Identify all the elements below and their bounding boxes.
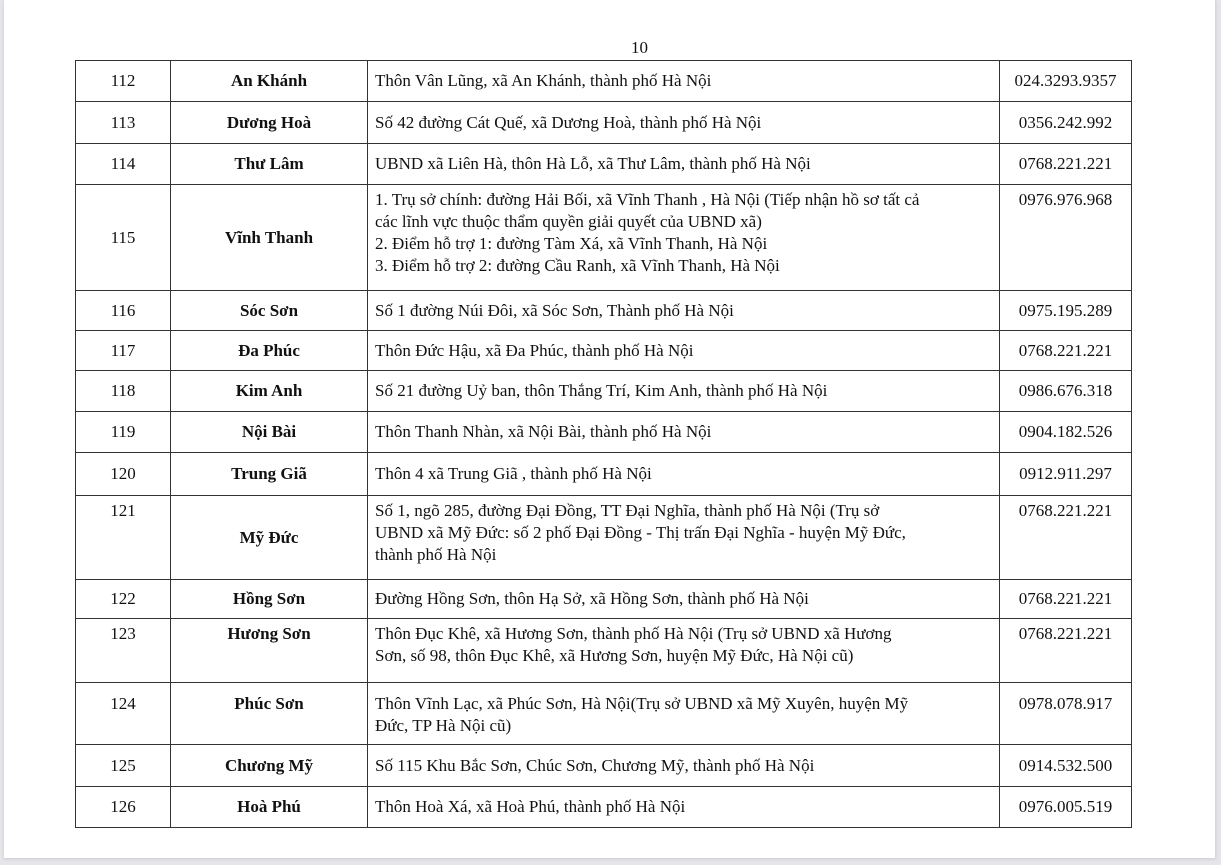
commune-name: Hương Sơn	[171, 619, 368, 683]
phone-number: 0975.195.289	[1000, 291, 1132, 331]
table-row	[76, 580, 1132, 619]
row-number: 117	[76, 331, 171, 371]
commune-name: Đa Phúc	[171, 331, 368, 371]
commune-name: An Khánh	[171, 61, 368, 102]
table-row	[76, 185, 1132, 291]
address-line: Thôn Vân Lũng, xã An Khánh, thành phố Hà Nội	[375, 71, 712, 90]
phone-number: 0986.676.318	[1000, 371, 1132, 412]
address-cell	[368, 331, 1000, 371]
row-number: 122	[76, 580, 171, 619]
commune-name: Chương Mỹ	[171, 745, 368, 787]
commune-name: Vĩnh Thanh	[171, 185, 368, 291]
commune-name: Hoà Phú	[171, 787, 368, 828]
phone-number: 0976.976.968	[1000, 185, 1132, 291]
address-line: Đường Hồng Sơn, thôn Hạ Sở, xã Hồng Sơn, thành phố Hà Nội	[375, 589, 809, 608]
row-number: 113	[76, 102, 171, 144]
address-line: Thôn Hoà Xá, xã Hoà Phú, thành phố Hà Nội	[375, 797, 686, 816]
commune-name: Dương Hoà	[171, 102, 368, 144]
table-row	[76, 331, 1132, 371]
phone-number: 024.3293.9357	[1000, 61, 1132, 102]
row-number: 121	[76, 496, 171, 580]
table-row	[76, 61, 1132, 102]
phone-number: 0914.532.500	[1000, 745, 1132, 787]
commune-name: Mỹ Đức	[171, 496, 368, 580]
address-line: Thôn Đức Hậu, xã Đa Phúc, thành phố Hà Nội	[375, 340, 694, 360]
address-line: Số 115 Khu Bắc Sơn, Chúc Sơn, Chương Mỹ, thành phố Hà Nội	[375, 755, 815, 775]
address-cell	[368, 619, 1000, 683]
commune-name: Phúc Sơn	[171, 683, 368, 745]
row-number: 119	[76, 412, 171, 453]
phone-number: 0768.221.221	[1000, 496, 1132, 580]
address-line: các lĩnh vực thuộc thẩm quyền giải quyết của UBND xã)	[375, 212, 762, 231]
phone-number: 0904.182.526	[1000, 412, 1132, 453]
phone-number: 0978.078.917	[1000, 683, 1132, 745]
address-cell	[368, 291, 1000, 331]
row-number: 126	[76, 787, 171, 828]
address-line: Số 1 đường Núi Đôi, xã Sóc Sơn, Thành phố Hà Nội	[375, 300, 734, 320]
address-line: Đức, TP Hà Nội cũ)	[375, 716, 512, 735]
table-row	[76, 683, 1132, 745]
address-cell	[368, 453, 1000, 496]
address-cell	[368, 496, 1000, 580]
address-cell	[368, 683, 1000, 745]
address-cell	[368, 745, 1000, 787]
table-row	[76, 619, 1132, 683]
phone-number: 0768.221.221	[1000, 331, 1132, 371]
address-line: 1. Trụ sở chính: đường Hải Bối, xã Vĩnh Thanh , Hà Nội (Tiếp nhận hồ sơ tất cả	[375, 190, 920, 209]
table-row	[76, 745, 1132, 787]
table-row	[76, 496, 1132, 580]
phone-number: 0356.242.992	[1000, 102, 1132, 144]
address-cell	[368, 580, 1000, 619]
commune-name: Trung Giã	[171, 453, 368, 496]
address-line: 3. Điểm hỗ trợ 2: đường Cầu Ranh, xã Vĩnh Thanh, Hà Nội	[375, 256, 780, 275]
commune-name: Hồng Sơn	[171, 580, 368, 619]
row-number: 120	[76, 453, 171, 496]
table-row	[76, 291, 1132, 331]
phone-number: 0768.221.221	[1000, 619, 1132, 683]
phone-number: 0768.221.221	[1000, 144, 1132, 185]
phone-number: 0912.911.297	[1000, 453, 1132, 496]
address-line: UBND xã Mỹ Đức: số 2 phố Đại Đồng - Thị trấn Đại Nghĩa - huyện Mỹ Đức,	[375, 523, 906, 542]
address-cell	[368, 144, 1000, 185]
address-line: Thôn Thanh Nhàn, xã Nội Bài, thành phố Hà Nội	[375, 422, 712, 441]
address-line: Số 42 đường Cát Quế, xã Dương Hoà, thành phố Hà Nội	[375, 112, 762, 132]
address-cell	[368, 61, 1000, 102]
row-number: 118	[76, 371, 171, 412]
address-line: thành phố Hà Nội	[375, 545, 497, 564]
row-number: 112	[76, 61, 171, 102]
address-line: Thôn Đục Khê, xã Hương Sơn, thành phố Hà Nội (Trụ sở UBND xã Hương	[375, 624, 892, 643]
address-line: UBND xã Liên Hà, thôn Hà Lỗ, xã Thư Lâm, thành phố Hà Nội	[375, 154, 811, 173]
address-cell	[368, 102, 1000, 144]
office-table	[75, 60, 1132, 828]
row-number: 124	[76, 683, 171, 745]
address-cell	[368, 787, 1000, 828]
table-row	[76, 102, 1132, 144]
address-line: Thôn 4 xã Trung Giã , thành phố Hà Nội	[375, 464, 652, 483]
table-row	[76, 144, 1132, 185]
phone-number: 0976.005.519	[1000, 787, 1132, 828]
row-number: 125	[76, 745, 171, 787]
address-line: Sơn, số 98, thôn Đục Khê, xã Hương Sơn, huyện Mỹ Đức, Hà Nội cũ)	[375, 646, 854, 665]
row-number: 116	[76, 291, 171, 331]
address-line: Số 1, ngõ 285, đường Đại Đồng, TT Đại Nghĩa, thành phố Hà Nội (Trụ sở	[375, 501, 880, 520]
address-cell	[368, 412, 1000, 453]
commune-name: Sóc Sơn	[171, 291, 368, 331]
address-cell	[368, 371, 1000, 412]
address-cell	[368, 185, 1000, 291]
table-row	[76, 412, 1132, 453]
phone-number: 0768.221.221	[1000, 580, 1132, 619]
table-row	[76, 453, 1132, 496]
row-number: 114	[76, 144, 171, 185]
address-line: Thôn Vĩnh Lạc, xã Phúc Sơn, Hà Nội(Trụ sở UBND xã Mỹ Xuyên, huyện Mỹ	[375, 694, 909, 713]
row-number: 123	[76, 619, 171, 683]
document-page	[4, 0, 1216, 858]
address-line: 2. Điểm hỗ trợ 1: đường Tàm Xá, xã Vĩnh Thanh, Hà Nội	[375, 234, 768, 253]
table-row	[76, 371, 1132, 412]
commune-name: Kim Anh	[171, 371, 368, 412]
commune-name: Thư Lâm	[171, 144, 368, 185]
address-line: Số 21 đường Uỷ ban, thôn Thắng Trí, Kim Anh, thành phố Hà Nội	[375, 381, 828, 400]
page-number: 10	[631, 38, 648, 57]
commune-name: Nội Bài	[171, 412, 368, 453]
row-number: 115	[76, 185, 171, 291]
table-row	[76, 787, 1132, 828]
